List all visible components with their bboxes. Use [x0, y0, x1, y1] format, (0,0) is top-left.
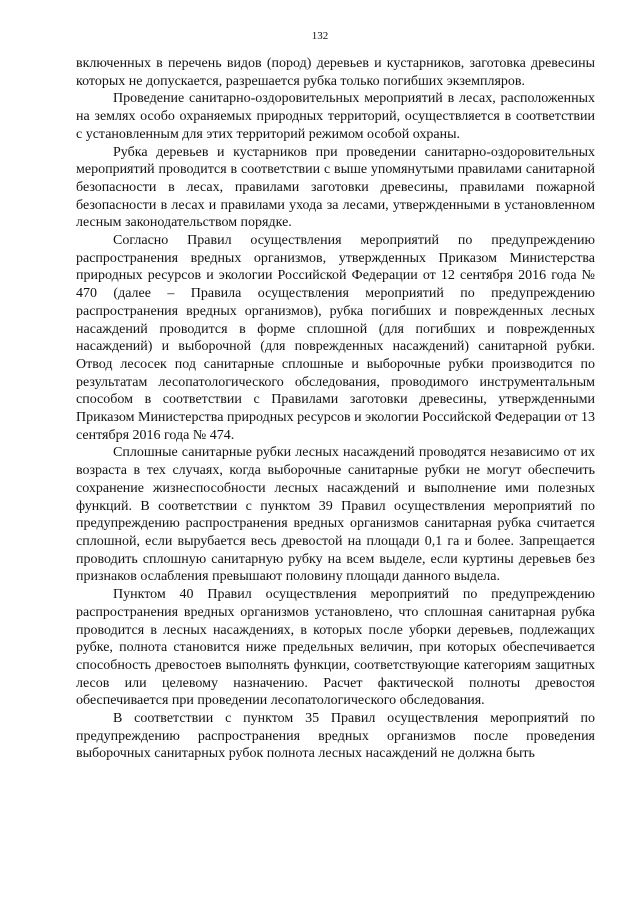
- document-body: [76, 55, 595, 763]
- paragraph-felling-rules: Рубка деревьев и кустарников при проведении санитарно-оздоровительных мероприятий проводится в соответствии с выше упомянутыми правилами санитарной безопасности в лесах, правилами заготовки древесины, правилами пожарной безопасности в лесах и правилами ухода за лесами, утвержденными в установленном лесным законодательством порядке.: [76, 144, 595, 231]
- paragraph-continued: включенных в перечень видов (пород) деревьев и кустарников, заготовка древесины которых не допускается, разрешается рубка только погибших экземпляров.: [76, 56, 595, 89]
- paragraph-protected-territories: Проведение санитарно-оздоровительных мероприятий в лесах, расположенных на землях особо охраняемых природных территорий, осуществляется в соответствии с установленным для этих территорий режимом особой охраны.: [76, 91, 595, 142]
- paragraph-point-40: Пунктом 40 Правил осуществления мероприятий по предупреждению распространения вредных организмов установлено, что сплошная санитарная рубка проводится в лесных насаждениях, в которых после уборки деревьев, подлежащих рубке, полнота становится ниже предельных величин, при которых обеспечивается способность древостоев выполнять функции, соответствующие категориям защитных лесов или целевому назначению. Расчет фактической полноты древостоя обеспечивается при проведении лесопатологического обследования.: [76, 587, 595, 709]
- paragraph-pest-rules: Согласно Правил осуществления мероприятий по предупреждению распространения вредных организмов, утвержденных Приказом Министерства природных ресурсов и экологии Российской Федерации от 12 сентября 2016 года № 470 (далее – Правила осуществления мероприятий по предупреждению распространения вредных организмов), рубка погибших и поврежденных лесных насаждений проводится в форме сплошной (для погибших и поврежденных насаждений) и выборочной (для поврежденных насаждений) санитарной рубки. Отвод лесосек под санитарные сплошные и выборочные рубки производится по результатам лесопатологического обследования, проводимого инструментальным способом в соответствии с Правилами заготовки древесины, утвержденными Приказом Министерства природных ресурсов и экологии Российской Федерации от 13 сентября 2016 года № 474.: [76, 233, 595, 443]
- page-number: 132: [311, 30, 329, 42]
- paragraph-point-35: В соответствии с пунктом 35 Правил осуществления мероприятий по предупреждению распространения вредных организмов после проведения выборочных санитарных рубок полнота лесных насаждений не должна быть: [76, 711, 595, 762]
- paragraph-clear-cutting: Сплошные санитарные рубки лесных насаждений проводятся независимо от их возраста в тех случаях, когда выборочные санитарные рубки не могут обеспечить сохранение жизнеспособности лесных насаждений и выполнение ими полезных функций. В соответствии с пунктом 39 Правил осуществления мероприятий по предупреждению распространения вредных организмов санитарная рубка считается сплошной, если вырубается весь древостой на площади 0,1 га и более. Запрещается проводить сплошную санитарную рубку на всем выделе, если куртины деревьев без признаков ослабления превышают половину площади данного выдела.: [76, 445, 595, 585]
